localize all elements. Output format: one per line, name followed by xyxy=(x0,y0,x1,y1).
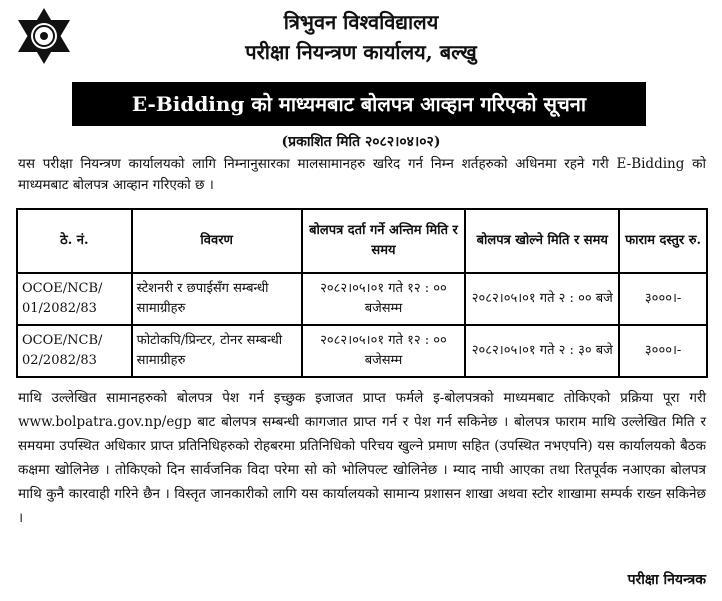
bid-table xyxy=(16,208,708,378)
header-description: विवरण xyxy=(132,209,302,273)
description: स्टेशनरी र छपाईसँग सम्बन्धी सामाग्रीहरु xyxy=(132,273,302,325)
office-name: परीक्षा नियन्त्रण कार्यालय, बल्खु xyxy=(245,40,477,64)
intro-paragraph: यस परीक्षा नियन्त्रण कार्यालयको लागि निम्नानुसारका मालसामानहरु खरिद गर्न निम्न शर्तहरुको अधिनमा रहने गरी E-Bidding को माध्यमबाट बोलपत्र आव्हान गरिएको छ । xyxy=(18,156,706,193)
opening-date: २०८२।०५।०१ गते २ : ०० बजे xyxy=(465,273,619,325)
contract-no: OCOE/NCB/ 01/2082/83 xyxy=(17,273,132,325)
signature: परीक्षा नियन्त्रक xyxy=(627,572,706,588)
contract-no: OCOE/NCB/ 02/2082/83 xyxy=(17,325,132,377)
published-date: (प्रकाशित मिति २०८२।०४।०२) xyxy=(281,134,441,150)
form-fee: ३०००।- xyxy=(619,325,707,377)
table-row xyxy=(17,273,707,325)
form-fee: ३०००।- xyxy=(619,273,707,325)
submission-deadline: २०८२।०५।०१ गते १२ : ०० बजेसम्म xyxy=(302,325,466,377)
submission-deadline: २०८२।०५।०१ गते १२ : ०० बजेसम्म xyxy=(302,273,466,325)
header-opening-date: बोलपत्र खोल्ने मिति र समय xyxy=(465,209,619,273)
opening-date: २०८२।०५।०१ गते २ : ३० बजे xyxy=(465,325,619,377)
header-form-fee: फाराम दस्तुर रु. xyxy=(619,209,707,273)
description: फोटोकपि/प्रिन्टर, टोनर सम्बन्धी सामाग्रीहरु xyxy=(132,325,302,377)
terms-paragraph: माथि उल्लेखित सामानहरुको बोलपत्र पेश गर्न इच्छुक इजाजत प्राप्त फर्मले इ-बोलपत्रको माध्यमबाट तोकिएको प्रक्रिया पूरा गरी www.bolpatra.gov.np/egp बाट बोलपत्र सम्बन्धी कागजात प्राप्त गर्न र पेश गर्न सकिनेछ । बोलपत्र फाराम माथि उल्लेखित मिति र समयमा उपस्थित अधिकार प्राप्त प्रतिनिधिहरुको रोहबरमा प्रतिनिधिको परिचय खुल्ने प्रमाण सहित (उपस्थित नभएपनि) यस कार्यालयको बैठक कक्षमा खोलिनेछ । तोकिएको दिन सार्वजनिक विदा परेमा सो को भोलिपल्ट खोलिनेछ । म्याद नाघी आएका तथा रितपूर्वक नआएका बोलपत्र माथि कुनै कारवाही गरिने छैन । विस्तृत जानकारीको लागि यस कार्यालयको सामान्य प्रशासन शाखा अथवा स्टोर शाखामा सम्पर्क राख्न सकिनेछ । xyxy=(18,390,706,526)
table-header-row xyxy=(17,209,707,273)
notice-title-banner: E-Bidding को माध्यमबाट बोलपत्र आव्हान गरिएको सूचना xyxy=(72,82,646,126)
table-row xyxy=(17,325,707,377)
university-name: त्रिभुवन विश्वविद्यालय xyxy=(283,10,439,34)
header-submission-deadline: बोलपत्र दर्ता गर्ने अन्तिम मिति र समय xyxy=(302,209,466,273)
header-contract-no: ठे. नं. xyxy=(17,209,132,273)
